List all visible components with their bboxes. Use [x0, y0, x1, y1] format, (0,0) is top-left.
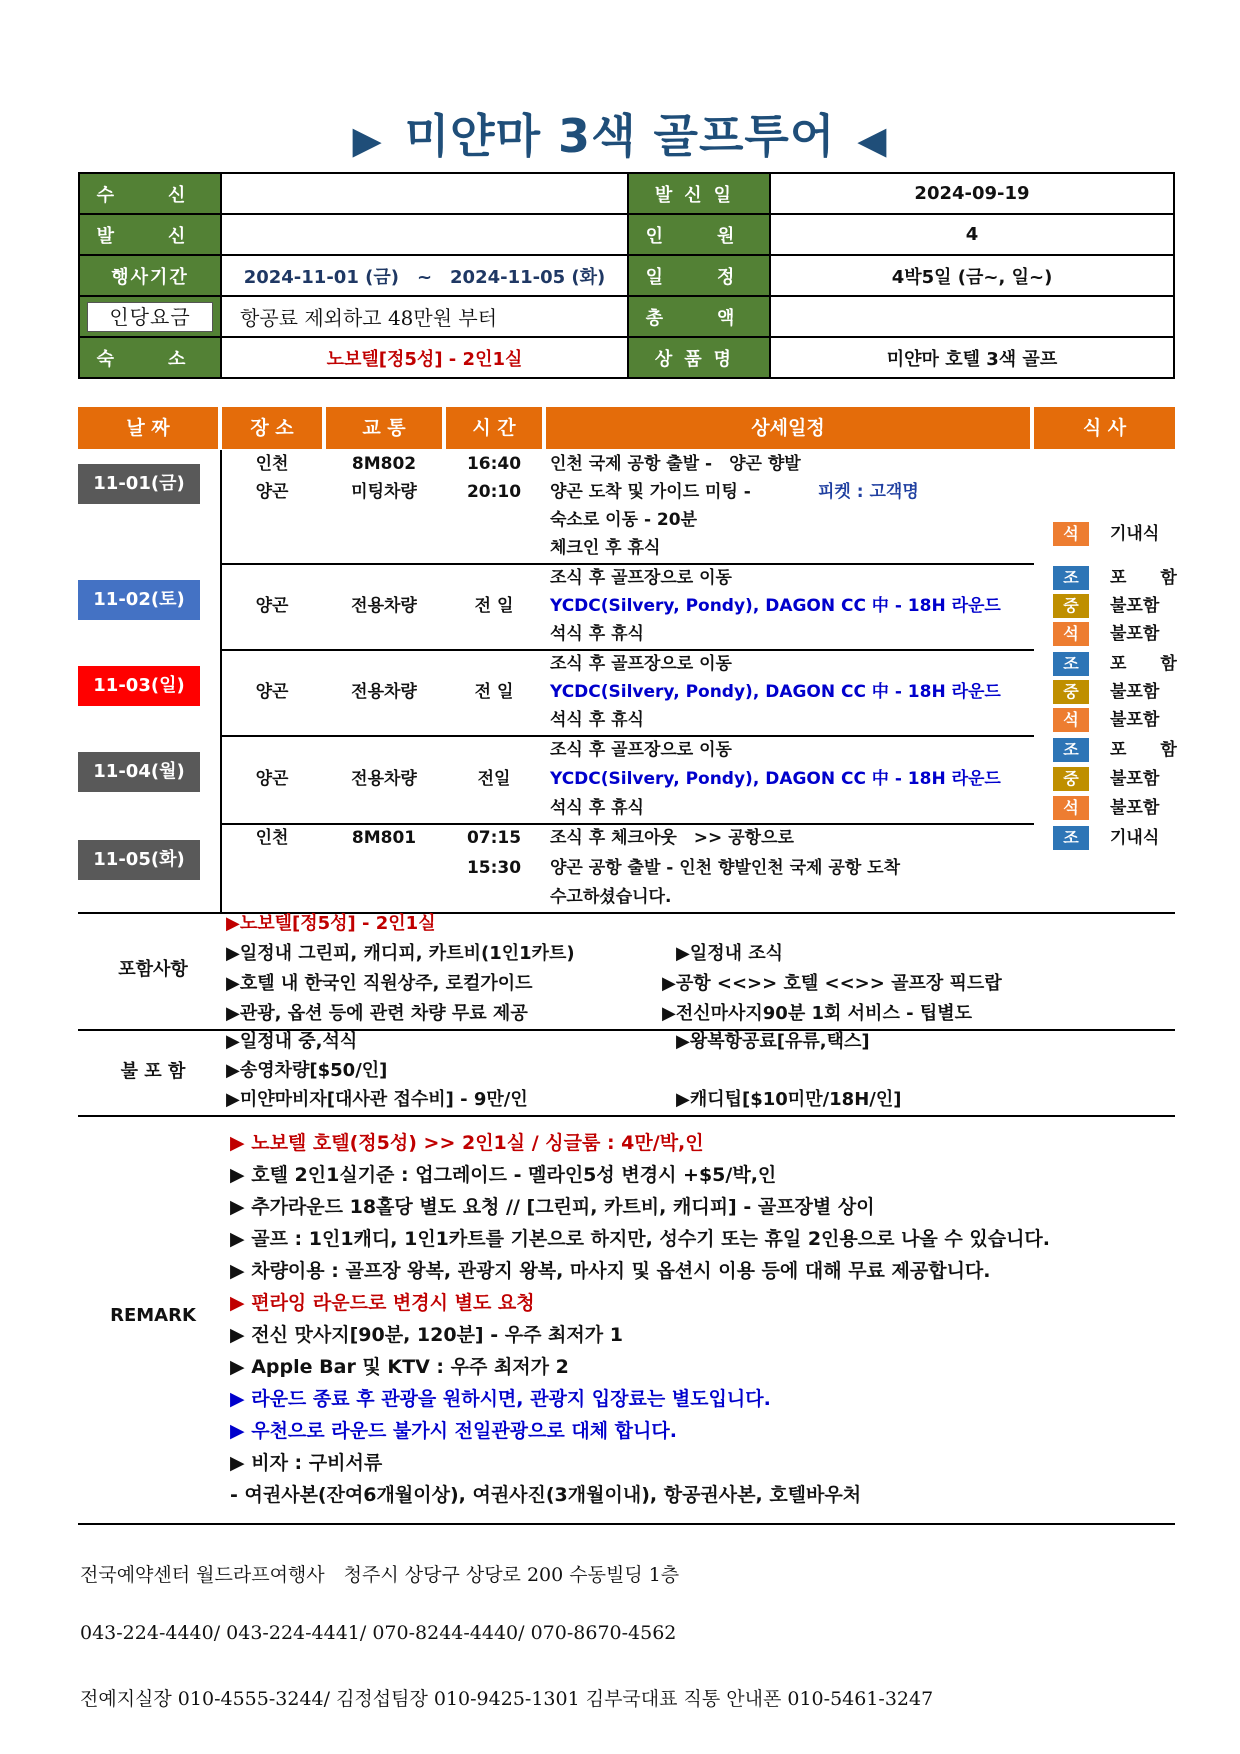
detail: 조식 후 골프장으로 이동 — [550, 654, 732, 674]
section-divider — [78, 1115, 1175, 1117]
meal-breakfast-tag: 조 — [1053, 826, 1089, 850]
time: 16:40 — [466, 454, 522, 474]
meal-lunch-tag: 중 — [1053, 680, 1089, 704]
header-meal: 식 사 — [1034, 407, 1175, 449]
meal-text: 포 함 — [1110, 654, 1177, 674]
remark-item: ▶ 라운드 종료 후 관광을 원하시면, 관광지 입장료는 별도입니다. — [230, 1388, 771, 1410]
remark-item: ▶ 편라잉 라운드로 변경시 별도 요청 — [230, 1292, 535, 1314]
meal-breakfast-tag: 조 — [1053, 738, 1089, 762]
included-item: ▶공항 <<>> 호텔 <<>> 골프장 픽드랍 — [662, 973, 1002, 994]
transport: 미팅차량 — [351, 482, 417, 502]
included-item: ▶전신마사지90분 1회 서비스 - 팁별도 — [662, 1003, 972, 1024]
time: 15:30 — [466, 858, 522, 878]
meal-dinner-tag: 석 — [1053, 796, 1089, 820]
included-item: ▶노보텔[정5성] - 2인1실 — [226, 913, 436, 934]
remark-item: ▶ 추가라운드 18홀당 별도 요청 // [그린피, 카트비, 캐디피] - 골프장별 상이 — [230, 1196, 875, 1218]
meal-dinner-tag: 석 — [1053, 522, 1089, 546]
transport: 8M801 — [351, 828, 417, 848]
transport: 전용차량 — [351, 682, 417, 702]
sender-value — [221, 214, 628, 255]
product-label: 상품명 — [628, 337, 770, 378]
price-label: 인당요금 — [87, 302, 213, 332]
meal-lunch-tag: 중 — [1053, 767, 1089, 791]
period-label: 행사기간 — [79, 255, 221, 296]
excluded-label: 불 포 함 — [120, 1061, 186, 1082]
time: 07:15 — [466, 828, 522, 848]
section-divider — [78, 1523, 1175, 1525]
picket-note: 피켓 : 고객명 — [818, 482, 919, 502]
sender-label: 발 신 — [79, 214, 221, 255]
header-detail: 상세일정 — [546, 407, 1030, 449]
meal-breakfast-tag: 조 — [1053, 566, 1089, 590]
included-item: ▶일정내 그린피, 캐디피, 카트비(1인1카트) — [226, 943, 575, 964]
period-value: 2024-11-01 (금) ~ 2024-11-05 (화) — [221, 255, 628, 296]
time: 전일 — [477, 769, 511, 789]
triangle-right-icon: ▶ — [352, 117, 383, 162]
detail: 조식 후 체크아웃 >> 공항으로 — [550, 828, 794, 848]
included-item: ▶일정내 조식 — [676, 943, 784, 964]
time: 전 일 — [474, 596, 514, 616]
detail-golf: YCDC(Silvery, Pondy), DAGON CC 中 - 18H 라운드 — [550, 682, 1001, 702]
detail: 석식 후 휴식 — [550, 624, 644, 644]
place: 인천 — [255, 454, 289, 474]
meal-lunch-tag: 중 — [1053, 594, 1089, 618]
excluded-item: ▶미얀마비자[대사관 접수비] - 9만/인 — [226, 1089, 528, 1110]
detail: 양곤 도착 및 가이드 미팅 - — [550, 482, 751, 502]
remark-item: ▶ 호텔 2인1실기준 : 업그레이드 - 멜라인5성 변경시 +$5/박,인 — [230, 1164, 777, 1186]
header-transport: 교 통 — [326, 407, 442, 449]
detail: 숙소로 이동 - 20분 — [550, 510, 698, 530]
date-day1: 11-01(금) — [78, 464, 200, 504]
date-day5: 11-05(화) — [78, 840, 200, 880]
detail: 조식 후 골프장으로 이동 — [550, 568, 732, 588]
excluded-item: ▶일정내 중,석식 — [226, 1031, 358, 1052]
header-date: 날 짜 — [78, 407, 218, 449]
meal-text: 기내식 — [1110, 828, 1160, 848]
excluded-item: ▶송영차량[$50/인] — [226, 1060, 388, 1081]
hotel-value: 노보텔[정5성] - 2인1실 — [221, 337, 628, 378]
people-label: 인 원 — [628, 214, 770, 255]
excluded-item: ▶왕복항공료[유류,택스] — [676, 1031, 870, 1052]
detail: 체크인 후 휴식 — [550, 538, 661, 558]
recipient-value — [221, 173, 628, 214]
meal-text: 불포함 — [1110, 710, 1160, 730]
page-title — [0, 100, 1240, 166]
place: 인천 — [255, 828, 289, 848]
detail: 양곤 공항 출발 - 인천 향발인천 국제 공항 도착 — [550, 858, 900, 878]
meal-text: 포 함 — [1110, 568, 1177, 588]
total-label: 총 액 — [628, 296, 770, 337]
meal-breakfast-tag: 조 — [1053, 652, 1089, 676]
detail-golf: YCDC(Silvery, Pondy), DAGON CC 中 - 18H 라운드 — [550, 596, 1001, 616]
recipient-label: 수 신 — [79, 173, 221, 214]
detail-golf: YCDC(Silvery, Pondy), DAGON CC 中 - 18H 라운드 — [550, 769, 1001, 789]
footer-phones: 043-224-4440/ 043-224-4441/ 070-8244-4440/ 070-8670-4562 — [80, 1622, 677, 1644]
transport: 전용차량 — [351, 596, 417, 616]
sent-date-label: 발신일 — [628, 173, 770, 214]
transport: 8M802 — [351, 454, 417, 474]
meal-text: 불포함 — [1110, 769, 1160, 789]
transport: 전용차량 — [351, 769, 417, 789]
footer-address: 전국예약센터 월드라프여행사 청주시 상당구 상당로 200 수동빌딩 1층 — [80, 1564, 680, 1586]
remark-item: ▶ 골프 : 1인1캐디, 1인1카트를 기본으로 하지만, 성수기 또는 휴일 2인용으로 나올 수 있습니다. — [230, 1228, 1050, 1250]
meal-text: 불포함 — [1110, 682, 1160, 702]
footer-contacts: 전예지실장 010-4555-3244/ 김정섭팀장 010-9425-1301 김부국대표 직통 안내폰 010-5461-3247 — [80, 1688, 934, 1710]
total-value — [770, 296, 1174, 337]
info-table — [78, 172, 1175, 379]
included-item: ▶관광, 옵션 등에 관련 차량 무료 제공 — [226, 1003, 528, 1024]
schedule-label: 일 정 — [628, 255, 770, 296]
people-value: 4 — [770, 214, 1174, 255]
meal-text: 기내식 — [1110, 524, 1160, 544]
header-time: 시 간 — [446, 407, 542, 449]
remark-item: - 여권사본(잔여6개월이상), 여권사진(3개월이내), 항공권사본, 호텔바우처 — [230, 1484, 862, 1506]
remark-item: ▶ Apple Bar 및 KTV : 우주 최저가 2 — [230, 1356, 569, 1378]
excluded-item: ▶캐디팁[$10미만/18H/인] — [676, 1089, 902, 1110]
remark-label: REMARK — [110, 1305, 196, 1326]
remark-item: ▶ 차량이용 : 골프장 왕복, 관광지 왕복, 마사지 및 옵션시 이용 등에 대해 무료 제공합니다. — [230, 1260, 991, 1282]
meal-dinner-tag: 석 — [1053, 622, 1089, 646]
remark-item: ▶ 비자 : 구비서류 — [230, 1452, 383, 1474]
meal-dinner-tag: 석 — [1053, 708, 1089, 732]
column-divider — [220, 450, 222, 912]
detail: 수고하셨습니다. — [550, 887, 672, 907]
date-day2: 11-02(토) — [78, 580, 200, 620]
meal-text: 불포함 — [1110, 596, 1160, 616]
time: 20:10 — [466, 482, 522, 502]
remark-item: ▶ 노보텔 호텔(정5성) >> 2인1실 / 싱글룸 : 4만/박,인 — [230, 1132, 704, 1154]
place: 양곤 — [255, 596, 289, 616]
triangle-left-icon: ◀ — [857, 117, 888, 162]
place: 양곤 — [255, 769, 289, 789]
detail: 인천 국제 공항 출발 - 양곤 향발 — [550, 454, 801, 474]
included-item: ▶호텔 내 한국인 직원상주, 로컬가이드 — [226, 973, 533, 994]
meal-text: 포 함 — [1110, 740, 1177, 760]
title-text: 미얀마 3색 골프투어 — [404, 109, 836, 163]
detail: 석식 후 휴식 — [550, 798, 644, 818]
price-value: 항공료 제외하고 48만원 부터 — [221, 296, 628, 337]
included-label: 포함사항 — [118, 959, 188, 980]
schedule-value: 4박5일 (금~, 일~) — [770, 255, 1174, 296]
place: 양곤 — [255, 482, 289, 502]
header-place: 장 소 — [222, 407, 322, 449]
time: 전 일 — [474, 682, 514, 702]
price-label-cell — [79, 296, 221, 337]
product-value: 미얀마 호텔 3색 골프 — [770, 337, 1174, 378]
detail: 석식 후 휴식 — [550, 710, 644, 730]
date-day4: 11-04(월) — [78, 752, 200, 792]
date-day3: 11-03(일) — [78, 666, 200, 706]
remark-item: ▶ 우천으로 라운드 불가시 전일관광으로 대체 합니다. — [230, 1420, 677, 1442]
meal-text: 불포함 — [1110, 624, 1160, 644]
sent-date-value: 2024-09-19 — [770, 173, 1174, 214]
hotel-label: 숙 소 — [79, 337, 221, 378]
meal-text: 불포함 — [1110, 798, 1160, 818]
place: 양곤 — [255, 682, 289, 702]
remark-item: ▶ 전신 맛사지[90분, 120분] - 우주 최저가 1 — [230, 1324, 623, 1346]
detail: 조식 후 골프장으로 이동 — [550, 740, 732, 760]
